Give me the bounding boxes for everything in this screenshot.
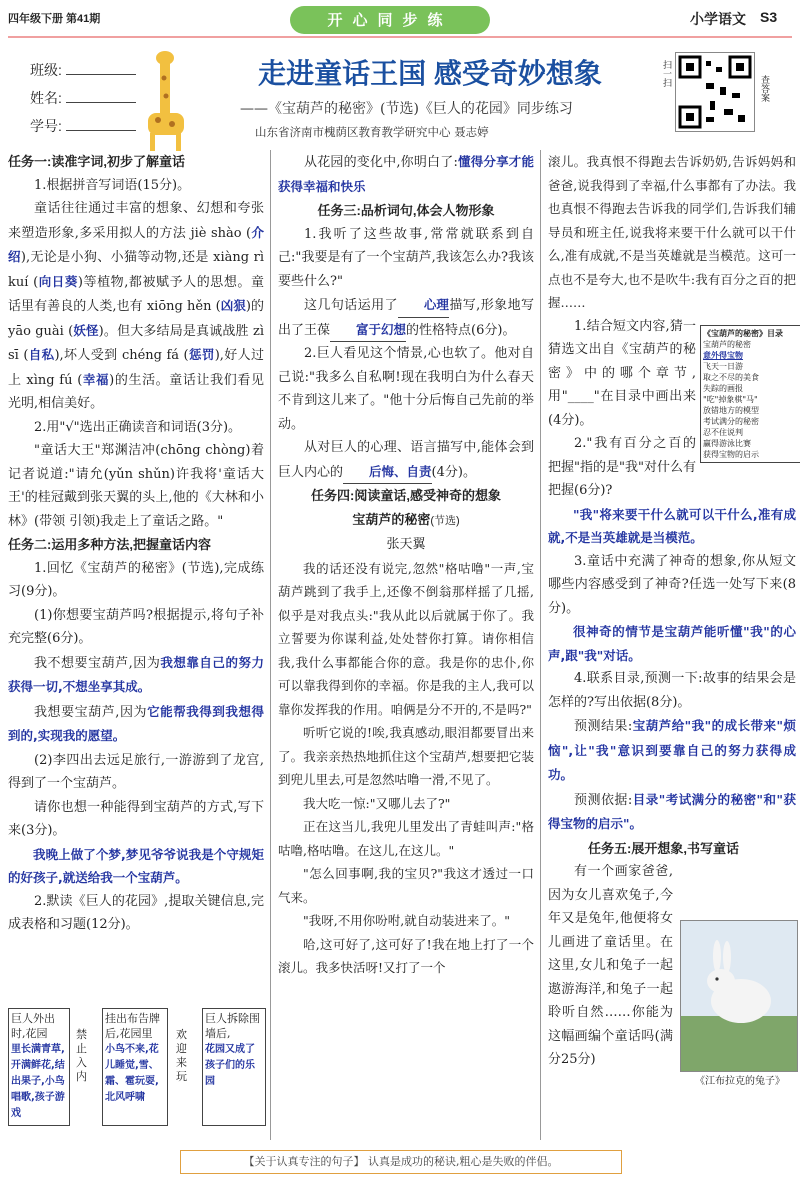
author-line: 山东省济南市槐荫区教育教学研究中心 聂志婷 — [255, 125, 489, 139]
question: 4.联系目录,预测一下:故事的结果会是怎样的?写出依据(8分)。 — [548, 671, 796, 710]
story-paragraph: 正在这当儿,我兜儿里发出了青蛙叫声:"格咕噜,格咕噜。在这儿,在这儿。" — [278, 819, 534, 858]
question: 1.我听了这些故事,常常就联系到自己:"我要是有了一个宝葫芦,我该怎么办?我该要些什么?" — [278, 226, 534, 289]
class-label: 班级: — [30, 62, 62, 78]
toc-item: "吃"掉象棋"马" — [703, 395, 758, 404]
id-label: 学号: — [30, 118, 62, 134]
paragraph: 我想要宝葫芦,因为它能帮我得到我想得到的,实现我的愿望。 — [8, 703, 264, 743]
header-divider — [8, 36, 792, 38]
answer[interactable]: 向日葵 — [38, 273, 78, 289]
answer[interactable]: 小鸟不来,花儿睡觉,雪、霜、雹玩耍,北风呼啸 — [105, 1044, 159, 1103]
footer-quote: 【关于认真专注的句子】 认真是成功的秘诀,粗心是失败的伴侣。 — [180, 1150, 622, 1174]
table-cell: 挂出布告牌后,花园里 小鸟不来,花儿睡觉,雪、霜、雹玩耍,北风呼啸 — [102, 1008, 168, 1126]
qr-code-icon[interactable] — [675, 52, 755, 132]
answer[interactable]: 花园又成了孩子们的乐园 — [205, 1044, 255, 1087]
garden-flow-table — [8, 1008, 268, 1128]
toc-item: 失踪的画报 — [703, 384, 743, 393]
story-paragraph: 哈,这可好了,这可好了!我在地上打了一个滚儿。我多快活呀!又打了一个 — [278, 936, 534, 975]
story-paragraph: 滚儿。我真恨不得跑去告诉奶奶,告诉妈妈和爸爸,说我得到了幸福,什么事都有了办法。我也真恨不得跑去告诉我的同学们,告诉我们辅导员和班主任,说我将来要干什么就可以干什么,准有成就,不是当英雄就是当模范。这可一点也不是夸大,也不是吹牛:我有百分之百的把握…… — [548, 154, 796, 310]
question: 2.默读《巨人的花园》,提取关键信息,完成表格和习题(12分)。 — [8, 893, 264, 932]
page-title: 走进童话王国 感受奇妙想象 — [258, 58, 602, 89]
name-field[interactable] — [66, 88, 136, 103]
toc-item-selected[interactable]: 意外得宝物 — [703, 351, 743, 360]
story-paragraph: "怎么回事啊,我的宝贝?"我这才透过一口气来。 — [278, 866, 534, 905]
answer[interactable]: 懂得分享才能获得幸福和快乐 — [278, 154, 534, 194]
answer[interactable]: 我想靠自己的努力获得一切,不想坐享其成。 — [8, 654, 264, 694]
task3-heading: 任务三:品析词句,体会人物形象 — [317, 203, 495, 218]
paragraph: 这几句话运用了 心理描写,形象地写出了王葆 富于幻想的性格特点(6分)。 — [278, 293, 534, 342]
answer[interactable]: 惩罚 — [188, 347, 215, 362]
table-cell: 巨人拆除围墙后, 花园又成了孩子们的乐园 — [202, 1008, 266, 1126]
flow-label: 欢迎来玩 — [176, 1028, 187, 1083]
answer[interactable]: 里长满青草,开满鲜花,结出果子,小鸟唱歌,孩子游戏 — [11, 1044, 65, 1119]
paragraph: 童话往往通过丰富的想象、幻想和夸张来塑造形象,多采用拟人的方法 jiè shào (介绍),无论是小狗、小猫等动物,还是 xiàng rì kuí (向日葵)等植物,都被赋予人的思想。童话里有善良的人类,也有 xiōng hěn (凶狠)的 yāo guài (妖怪)。但大多结局是真诚战胜 zì sī (自私),坏人受到 chéng fá (惩罚),好人过上 xìng fú (幸福)的生活。童话让我们看见光明,相信美好。 — [8, 201, 264, 411]
flow-label: 禁止入内 — [76, 1028, 87, 1083]
question: (2)李四出去远足旅行,一游游到了龙宫,得到了一个宝葫芦。 — [8, 752, 264, 791]
question: 1.根据拼音写词语(15分)。 — [34, 177, 191, 193]
answer[interactable]: 它能帮我得到我想得到的,实现我的愿望。 — [8, 703, 264, 743]
answer[interactable]: 后悔、自责 — [343, 460, 432, 485]
question: 3.童话中充满了神奇的想象,你从短文哪些内容感受到了神奇?任选一处写下来(8分)。 — [548, 553, 796, 616]
page-header — [0, 0, 800, 40]
answer[interactable]: 幸福 — [82, 371, 110, 387]
column-divider — [270, 150, 271, 1140]
subject-label: 小学语文 — [690, 11, 746, 27]
toc-item: 赢得游泳比赛 — [703, 439, 751, 448]
toc-item: 放错地方的模型 — [703, 406, 759, 415]
painting-caption: 《江布拉克的兔子》 — [695, 1076, 785, 1087]
toc-item: 获得宝物的启示 — [703, 450, 759, 459]
table-cell: 巨人外出时,花园 里长满青草,开满鲜花,结出果子,小鸟唱歌,孩子游戏 — [8, 1008, 70, 1126]
paragraph: 预测依据:目录"考试满分的秘密"和"获得宝物的启示"。 — [548, 791, 796, 831]
task1-heading: 任务一:读准字词,初步了解童话 — [8, 154, 185, 169]
banner-title: 开心同步练 — [290, 6, 490, 34]
answer[interactable]: 妖怪 — [73, 322, 99, 338]
question: (1)你想要宝葫芦吗?根据提示,将句子补充完整(6分)。 — [8, 607, 264, 646]
answer[interactable]: "我"将来要干什么就可以干什么,准有成就,不是当英雄就是当模范。 — [548, 506, 796, 545]
paragraph: 我不想要宝葫芦,因为我想靠自己的努力获得一切,不想坐享其成。 — [8, 654, 264, 694]
question: 2.巨人看见这个情景,心也软了。他对自己说:"我多么自私啊!现在我明白为什么春天不肯到这儿来了。"他十分后悔自己先前的举动。 — [278, 346, 534, 432]
question: 请你也想一种能得到宝葫芦的方式,写下来(3分)。 — [8, 799, 264, 838]
question: 2.用"√"选出正确读音和词语(3分)。 — [34, 419, 242, 435]
page-subtitle: ——《宝葫芦的秘密》(节选)《巨人的花园》同步练习 — [240, 101, 573, 117]
page-number: S3 — [760, 9, 778, 25]
answer[interactable]: 介绍 — [8, 224, 264, 264]
giraffe-icon — [140, 48, 190, 153]
scan-label: 扫一扫 — [661, 60, 671, 87]
answer[interactable]: 富于幻想 — [330, 318, 406, 343]
task2-heading: 任务二:运用多种方法,把握童话内容 — [8, 537, 211, 552]
question: 2."我有百分之百的把握"指的是"我"对什么有把握(6分)? — [548, 436, 696, 498]
issue-label: 四年级下册 第41期 — [8, 13, 101, 25]
column-divider — [540, 150, 541, 1140]
class-field[interactable] — [66, 60, 136, 75]
paragraph: 有一个画家爸爸,因为女儿喜欢兔子,今年又是兔年,他便将女儿画进了童话里。在这里,女儿和兔子一起遨游海洋,和兔子一起聆听自然……你能为这幅画编个童话吗(满分25分) — [548, 864, 673, 1067]
story-paragraph: 我大吃一惊:"又哪儿去了?" — [303, 795, 451, 811]
paragraph: 预测结果:宝葫芦给"我"的成长带来"烦恼",让"我"意识到要靠自己的努力获得成功。 — [548, 718, 796, 782]
toc-item: 飞天一日游 — [703, 362, 743, 371]
paragraph: 从花园的变化中,你明白了:懂得分享才能获得幸福和快乐 — [278, 154, 534, 194]
toc-item: 考试满分的秘密 — [703, 417, 759, 426]
toc-item: 宝葫芦的秘密 — [703, 340, 751, 349]
story-author: 张天翼 — [386, 537, 426, 552]
answer[interactable]: 自私 — [28, 347, 55, 362]
answer[interactable]: 很神奇的情节是宝葫芦能听懂"我"的心声,跟"我"对话。 — [548, 624, 796, 663]
answer[interactable]: 宝葫芦给"我"的成长带来"烦恼",让"我"意识到要靠自己的努力获得成功。 — [548, 718, 796, 782]
question: 1.结合短文内容,猜一猜选文出自《宝葫芦的秘密》中的哪个章节,用"____"在目录中画出来(4分)。 — [548, 318, 696, 428]
story-paragraph: 我的话还没有说完,忽然"格咕噜"一声,宝葫芦跳到了我手上,还像不倒翁那样摇了几摇,似乎是对我点头:"我从此以后就属于你了。我立誓要为你谋利益,处处替你打算。请你相信我,我什么事都能合你的意。我是你的忠仆,你可以靠我得到你的幸福。你是我的主人,我可以靠你发挥我的作用。咱俩是分不开的,不是吗?" — [278, 560, 534, 717]
answer[interactable]: 凶狠 — [220, 298, 246, 313]
answer[interactable]: 心理 — [398, 293, 449, 318]
toc-item: 取之不尽的美食 — [703, 373, 759, 382]
story-title: 宝葫芦的秘密(节选) — [352, 511, 460, 527]
story-paragraph: "我呀,不用你吩咐,就自动装进来了。" — [303, 913, 510, 928]
column-1 — [8, 150, 264, 937]
id-field[interactable] — [66, 116, 136, 131]
paragraph: "童话大王"郑渊洁冲(chōng chòng)着记者说道:"请允(yǔn shǔn)许我将'童话大王'的桂冠戴到张天翼的头上,他的《大林和小林》(带领 引领)我走上了童话之路。" — [8, 443, 264, 529]
toc-item: 忍不住说判 — [703, 428, 743, 437]
answer[interactable]: 我晚上做了个梦,梦见爷爷说我是个守规矩的好孩子,就送给我一个宝葫芦。 — [8, 846, 264, 885]
rabbit-painting — [680, 920, 798, 1072]
answer[interactable]: 目录"考试满分的秘密"和"获得宝物的启示"。 — [548, 791, 796, 831]
name-label: 姓名: — [30, 90, 62, 106]
column-2 — [278, 150, 534, 980]
table-of-contents — [700, 325, 800, 463]
task4-heading: 任务四:阅读童话,感受神奇的想象 — [311, 488, 501, 503]
task5-heading: 任务五:展开想象,书写童话 — [588, 840, 739, 856]
story-paragraph: 听听它说的!唉,我真感动,眼泪都要冒出来了。我亲亲热热地抓住这个宝葫芦,想要把它装到兜儿里去,可是忽然咕噜一滑,不见了。 — [278, 725, 534, 787]
toc-title: 《宝葫芦的秘密》目录 — [703, 328, 783, 338]
question: 1.回忆《宝葫芦的秘密》(节选),完成练习(9分)。 — [8, 560, 264, 599]
paragraph: 从对巨人的心理、语言描写中,能体会到巨人内心的 后悔、自责(4分)。 — [278, 436, 534, 484]
answer-label: 查答案 — [759, 75, 769, 102]
